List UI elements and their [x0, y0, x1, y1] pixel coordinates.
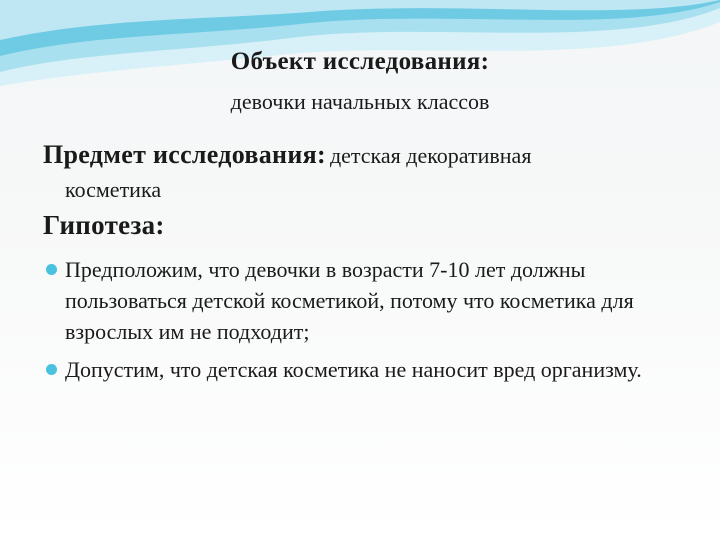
object-value: девочки начальных классов	[230, 89, 490, 114]
subject-value-line1: детская декоративная	[329, 143, 532, 168]
list-item	[43, 254, 693, 347]
header-wave-decoration	[0, 0, 720, 90]
object-heading: Объект исследования:	[230, 48, 490, 75]
bullet-dot-icon	[46, 364, 57, 375]
subject-heading: Предмет исследования:	[43, 140, 326, 169]
subject-block	[43, 138, 683, 204]
list-item	[43, 354, 693, 385]
subject-value-line2: косметика	[65, 177, 162, 202]
bullet-text: Предположим, что девочки в возрасти 7-10 лет должны пользоваться детской косметикой, потому что косметика для взрослых им не подходит;	[65, 257, 634, 344]
hypothesis-list	[43, 254, 693, 392]
subject-line	[43, 138, 683, 176]
bullet-text: Допустим, что детская косметика не наносит вред организму.	[65, 357, 642, 382]
hypothesis-heading: Гипотеза:	[43, 210, 165, 240]
bullet-dot-icon	[46, 264, 57, 275]
